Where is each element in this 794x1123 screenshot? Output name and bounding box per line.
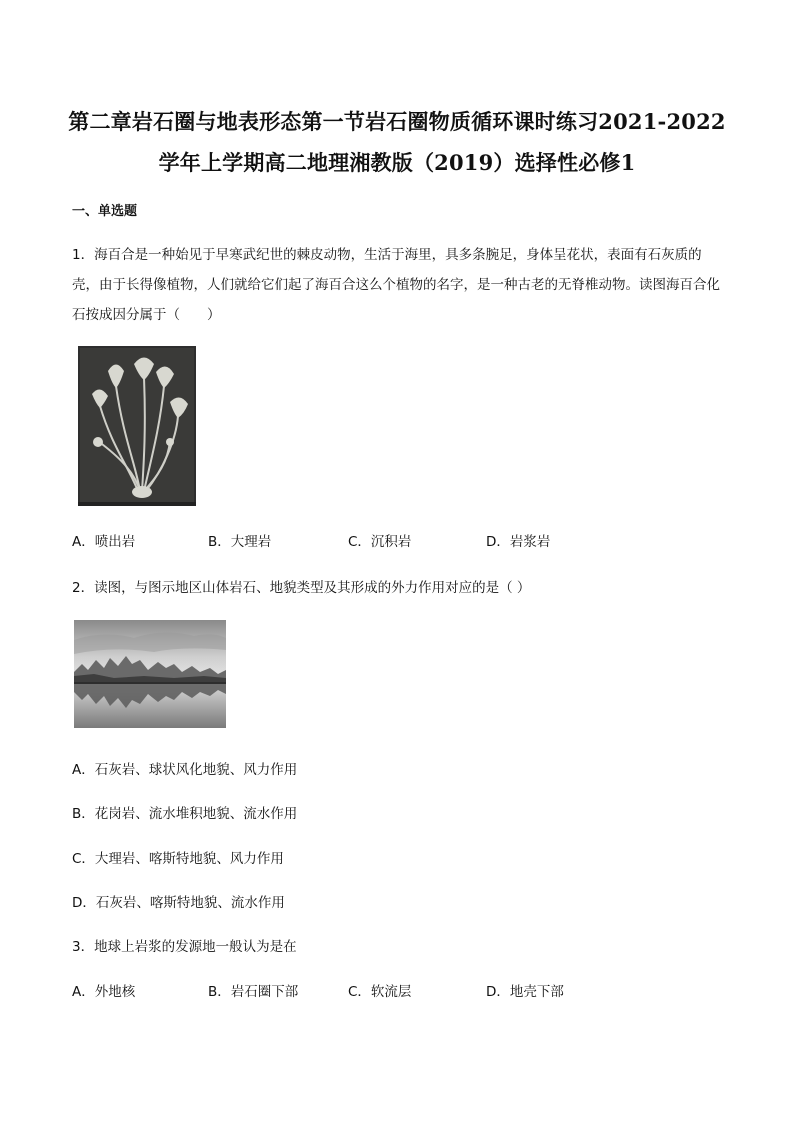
q1-option-c[interactable]: C．沉积岩: [348, 534, 412, 550]
q1-option-d[interactable]: D．岩浆岩: [486, 534, 551, 550]
question-3-text: 3．地球上岩浆的发源地一般认为是在: [72, 939, 297, 955]
q2-option-d[interactable]: D．石灰岩、喀斯特地貌、流水作用: [72, 895, 285, 911]
section-heading: 一、单选题: [72, 204, 138, 219]
document-title-line-1: 第二章岩石圈与地表形态第一节岩石圈物质循环课时练习2021-2022: [68, 109, 726, 134]
question-1-text: 1．海百合是一种始见于早寒武纪世的棘皮动物，生活于海里，具多条腕足，身体呈花状，表面有石灰质的壳，由于长得像植物，人们就给它们起了海百合这么个植物的名字，是一种古老的无脊椎动物。读图海百合化石按成因分属于（ ）: [72, 247, 720, 323]
q3-option-c[interactable]: C．软流层: [348, 984, 412, 1000]
sea-lily-fossil-image: [78, 346, 196, 506]
q2-option-c[interactable]: C．大理岩、喀斯特地貌、风力作用: [72, 851, 284, 867]
q3-option-b[interactable]: B．岩石圈下部: [208, 984, 299, 1000]
q1-option-b[interactable]: B．大理岩: [208, 534, 272, 550]
q1-option-a[interactable]: A．喷出岩: [72, 534, 136, 550]
q2-option-b[interactable]: B．花岗岩、流水堆积地貌、流水作用: [72, 806, 298, 822]
document-title-line-2: 学年上学期高二地理湘教版（2019）选择性必修1: [158, 150, 636, 175]
q3-option-d[interactable]: D．地壳下部: [486, 984, 564, 1000]
question-2-text: 2．读图，与图示地区山体岩石、地貌类型及其形成的外力作用对应的是（ ）: [72, 580, 531, 596]
q2-option-a[interactable]: A．石灰岩、球状风化地貌、风力作用: [72, 762, 298, 778]
q3-option-a[interactable]: A．外地核: [72, 984, 136, 1000]
karst-landscape-image: [74, 620, 226, 728]
